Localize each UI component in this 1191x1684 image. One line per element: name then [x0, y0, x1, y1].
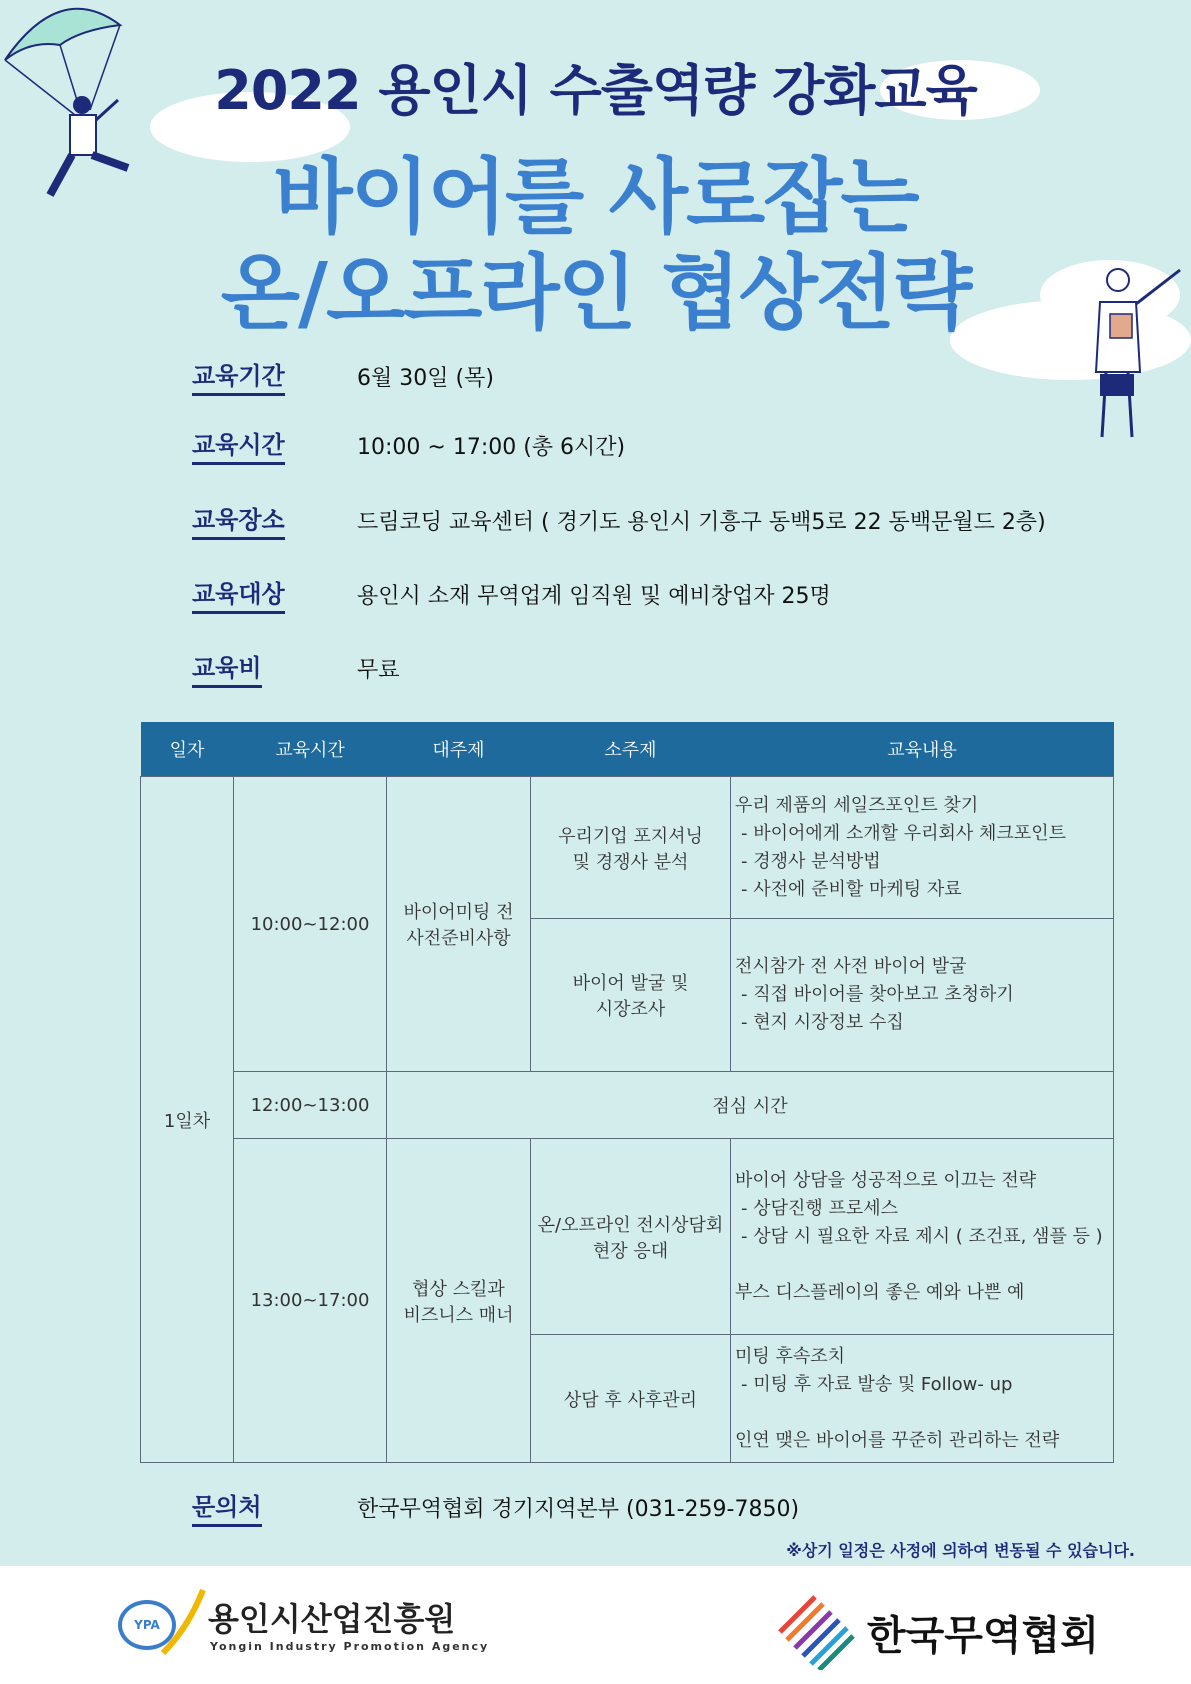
content-spacer — [735, 1399, 1109, 1427]
time-label: 교육시간 — [192, 425, 285, 465]
main-topic-line: 바이어미팅 전 — [403, 902, 514, 923]
content-line: 우리 제품의 세일즈포인트 찾기 — [735, 794, 979, 816]
content-cell — [731, 919, 1114, 1072]
sub-topic-line: 우리기업 포지셔닝 — [558, 825, 703, 847]
content-line: - 바이어에게 소개할 우리회사 체크포인트 — [741, 822, 1066, 844]
header-content: 교육내용 — [731, 722, 1114, 777]
sub-topic-cell — [531, 919, 731, 1072]
header-main-topic: 대주제 — [387, 722, 531, 777]
content-cell — [731, 777, 1114, 919]
subtitle-line-2: 온/오프라인 협상전략 — [220, 246, 971, 341]
day-cell: 1일차 — [141, 777, 234, 1463]
location-label: 교육장소 — [192, 500, 285, 540]
fee-label: 교육비 — [192, 648, 262, 688]
sub-topic-line: 온/오프라인 전시상담회 — [537, 1214, 724, 1236]
main-topic-line: 사전준비사항 — [406, 928, 511, 949]
content-line: 부스 디스플레이의 좋은 예와 나쁜 예 — [735, 1281, 1025, 1303]
content-line: - 미팅 후 자료 발송 및 Follow- up — [741, 1373, 1013, 1395]
contact-label: 문의처 — [192, 1487, 262, 1527]
sub-topic-line: 시장조사 — [595, 999, 666, 1020]
swoosh-icon — [158, 1588, 208, 1658]
content-line: 바이어 상담을 성공적으로 이끄는 전략 — [735, 1169, 1037, 1191]
main-topic-cell — [387, 1139, 531, 1463]
sub-topic-cell: 상담 후 사후관리 — [531, 1335, 731, 1463]
lunch-cell: 점심 시간 — [387, 1072, 1114, 1139]
yongin-agency-name: 용인시산업진흥원 — [208, 1600, 456, 1638]
time-value: 10:00 ~ 17:00 (총 6시간) — [357, 435, 626, 460]
time-cell: 12:00~13:00 — [234, 1072, 387, 1139]
content-line: - 현지 시장정보 수집 — [741, 1012, 904, 1033]
schedule-change-notice: ※상기 일정은 사정에 의하여 변동될 수 있습니다. — [786, 1541, 1135, 1560]
content-cell — [731, 1335, 1114, 1463]
location-value: 드림코딩 교육센터 ( 경기도 용인시 기흥구 동백5로 22 동백문월드 2층) — [357, 510, 1046, 535]
table-header-row — [141, 722, 1114, 777]
main-title: 2022 용인시 수출역량 강화교육 — [214, 59, 977, 122]
target-label: 교육대상 — [192, 574, 285, 614]
sub-topic-cell — [531, 777, 731, 919]
content-line: - 사전에 준비할 마케팅 자료 — [741, 878, 962, 900]
kita-stripes-icon — [775, 1592, 857, 1670]
content-line: - 직접 바이어를 찾아보고 초청하기 — [741, 984, 1014, 1005]
content-line: - 경쟁사 분석방법 — [741, 850, 881, 872]
content-line: 미팅 후속조치 — [735, 1345, 846, 1367]
ypa-badge-icon: YPA — [118, 1600, 176, 1650]
content-spacer — [735, 1251, 1109, 1279]
table-row — [141, 777, 1114, 919]
table-row — [141, 1072, 1114, 1139]
main-topic-cell — [387, 777, 531, 1072]
subtitle-line-1: 바이어를 사로잡는 — [273, 150, 918, 245]
time-cell: 10:00~12:00 — [234, 777, 387, 1072]
content-line: 인연 맺은 바이어를 꾸준히 관리하는 전략 — [735, 1429, 1060, 1451]
target-value: 용인시 소재 무역업계 임직원 및 예비창업자 25명 — [357, 584, 831, 609]
main-topic-line: 비즈니스 매너 — [403, 1304, 514, 1326]
time-cell: 13:00~17:00 — [234, 1139, 387, 1463]
content-line: - 상담진행 프로세스 — [741, 1197, 899, 1219]
schedule-table — [140, 722, 1114, 1463]
period-value: 6월 30일 (목) — [357, 366, 494, 391]
sub-topic-cell — [531, 1139, 731, 1335]
header-time: 교육시간 — [234, 722, 387, 777]
content-cell — [731, 1139, 1114, 1335]
header-sub-topic: 소주제 — [531, 722, 731, 777]
yongin-agency-english-name: Yongin Industry Promotion Agency — [210, 1640, 490, 1653]
sub-topic-line: 및 경쟁사 분석 — [572, 851, 689, 873]
sub-topic-line: 바이어 발굴 및 — [572, 973, 689, 994]
content-line: - 상담 시 필요한 자료 제시 ( 조건표, 샘플 등 ) — [741, 1225, 1103, 1247]
fee-value: 무료 — [357, 658, 400, 683]
subtitle — [0, 150, 1191, 342]
main-topic-line: 협상 스킬과 — [412, 1278, 505, 1300]
table-row — [141, 1139, 1114, 1335]
content-line: 전시참가 전 사전 바이어 발굴 — [735, 956, 967, 977]
kita-name: 한국무역협회 — [867, 1613, 1099, 1659]
sub-topic-line: 현장 응대 — [592, 1240, 669, 1262]
period-label: 교육기간 — [192, 356, 285, 396]
header-date: 일자 — [141, 722, 234, 777]
contact-value: 한국무역협회 경기지역본부 (031-259-7850) — [357, 1497, 800, 1522]
